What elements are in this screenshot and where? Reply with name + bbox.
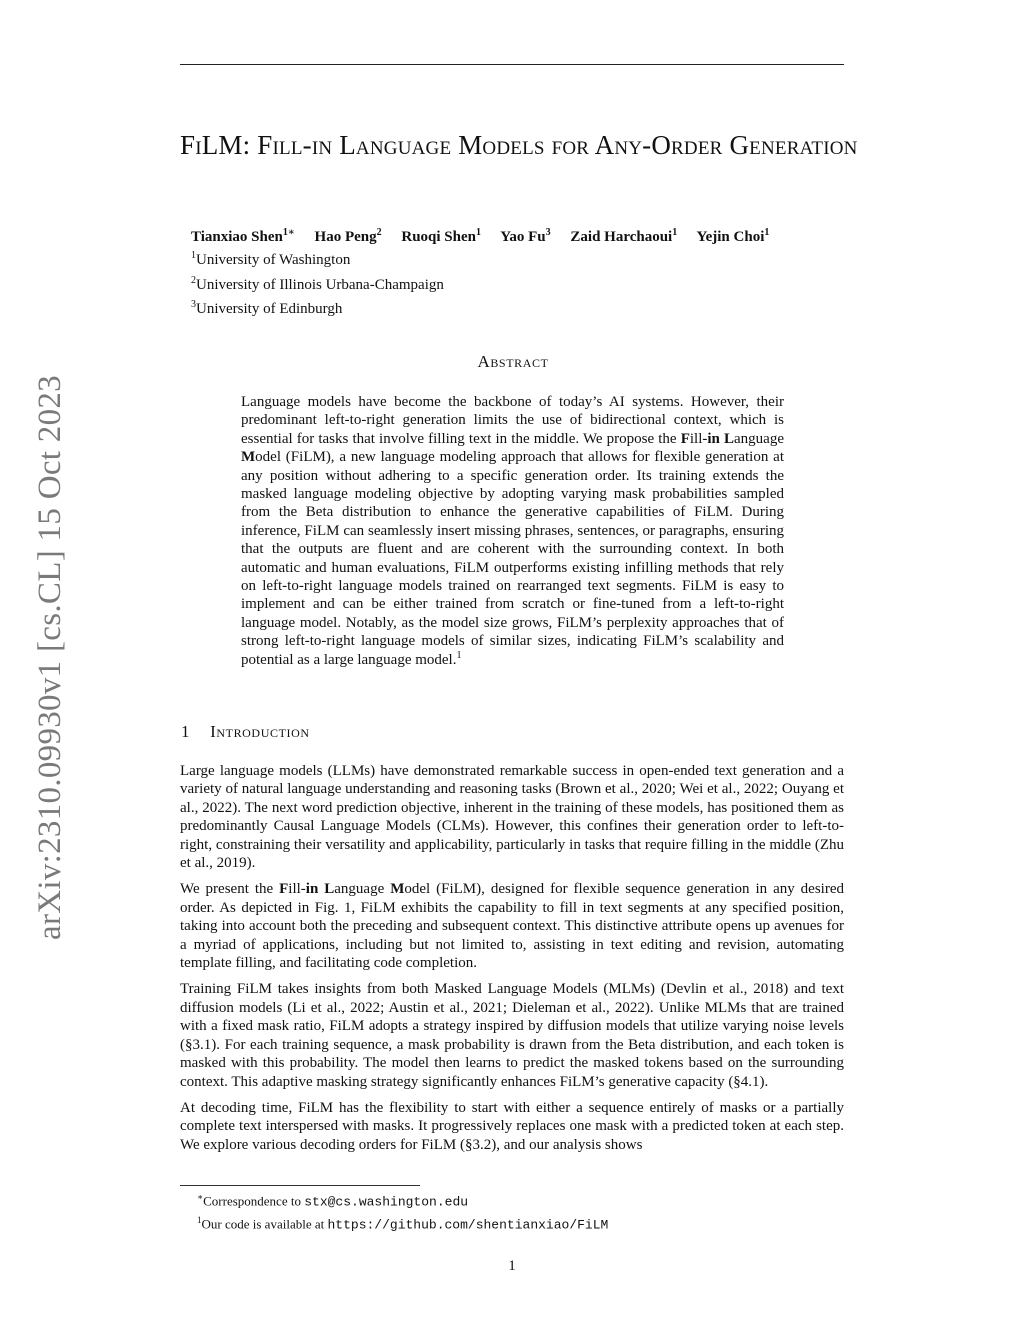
author bbox=[570, 229, 677, 245]
paragraph: At decoding time, FiLM has the flexibility to start with either a sequence entirely of masks or a partially complete text interspersed with masks. It progressively replaces one mask with a predicted token at each step. We explore various decoding orders for FiLM (§3.2), and our analysis shows bbox=[180, 1099, 844, 1153]
author bbox=[696, 229, 769, 245]
author-name: Yao Fu bbox=[500, 229, 546, 245]
author bbox=[315, 229, 382, 245]
affiliation: $^3$University of Edinburgh bbox=[191, 299, 343, 317]
arxiv-identifier-stamp: arXiv:2310.09930v1 [cs.CL] 15 Oct 2023 bbox=[32, 375, 68, 940]
author-affil-mark: 3 bbox=[545, 227, 551, 238]
affiliation-list bbox=[191, 246, 444, 320]
author-affil-mark: 1 bbox=[672, 227, 678, 238]
author-affil-mark: 2 bbox=[376, 227, 382, 238]
section-title: Introduction bbox=[210, 722, 310, 741]
abstract-text: Language models have become the backbone of today’s AI systems. However, their predominant left-to-right generation limits the use of bidirectional context, which is essential for tasks that involve filling text in the middle. We propose the Fill-in Language Model (FiLM), a new language modeling approach that allows for flexible generation at any position without adhering to a specific generation order. Its training extends the masked language modeling objective by adopting varying mask probabilities sampled from the Beta distribution to enhance the generative capabilities of FiLM. During inference, FiLM can seamlessly insert missing phrases, sentences, or paragraphs, ensuring that the outputs are fluent and are coherent with the surrounding context. In both automatic and human evaluations, FiLM outperforms existing infilling methods that rely on left-to-right language models trained on rearranged text segments. FiLM is easy to implement and can be either trained from scratch or fine-tuned from a left-to-right language model. Notably, as the model size grows, FiLM’s perplexity approaches that of strong left-to-right language models of similar sizes, indicating FiLM’s scalability and potential as a large language model.$^1$ bbox=[241, 394, 784, 668]
affiliation: $^2$University of Illinois Urbana-Champaign bbox=[191, 274, 444, 293]
top-rule bbox=[180, 64, 844, 65]
author-name: Yejin Choi bbox=[696, 229, 765, 245]
paragraph: We present the Fill-in Language Model (FiLM), designed for flexible sequence generation in any desired order. As depicted in Fig. 1, FiLM exhibits the capability to fill in text segments at any specified position, taking into account both the preceding and subsequent context. This distinctive attribute opens up avenues for a myriad of applications, including but not limited to, assisting in text editing and revision, automating template filling, and facilitating code completion. bbox=[180, 881, 844, 972]
footnote: $^1$Our code is available at https://github.com/shentianxiao/FiLM bbox=[197, 1215, 609, 1233]
author bbox=[191, 229, 295, 245]
affiliation: $^1$University of Washington bbox=[191, 250, 351, 268]
author-affil-mark: 1 bbox=[764, 227, 770, 238]
paper-title: FiLM: Fill-in Language Models for Any-Order Generation bbox=[180, 130, 858, 160]
section-heading bbox=[181, 722, 310, 742]
footnote-reference[interactable]: 1 bbox=[456, 649, 462, 661]
author-name: Hao Peng bbox=[314, 229, 377, 245]
author-name: Ruoqi Shen bbox=[401, 229, 476, 245]
author bbox=[500, 229, 550, 245]
paragraph: Large language models (LLMs) have demonstrated remarkable success in open-ended text generation and a variety of natural language understanding and reasoning tasks (Brown et al., 2020; Wei et al., 2022; Ouyang et al., 2022). The next word prediction objective, inherent in the training of these models, has positioned them as predominantly Causal Language Models (CLMs). However, this confines their generation order to left-to-right, constraining their versatility and applicability, particularly in tasks that require filling in the middle (Zhu et al., 2019). bbox=[180, 763, 844, 872]
section-number: 1 bbox=[181, 722, 191, 741]
author-affil-mark: 1∗ bbox=[282, 227, 295, 238]
footnotes bbox=[197, 1188, 608, 1235]
author bbox=[401, 229, 481, 245]
author-name: Tianxiao Shen bbox=[191, 229, 283, 245]
paragraph: Training FiLM takes insights from both Masked Language Models (MLMs) (Devlin et al., 2018) and text diffusion models (Li et al., 2022; Austin et al., 2021; Dieleman et al., 2022). Unlike MLMs that are trained with a fixed mask ratio, FiLM adopts a strategy inspired by diffusion models that utilize varying noise levels (§3.1). For each training sequence, a mask probability is drawn from the Beta distribution, and each token is masked with this probability. The model then learns to predict the masked tokens based on the surrounding context. This adaptive masking strategy significantly enhances FiLM’s generative capacity (§4.1). bbox=[180, 981, 844, 1090]
author-name: Zaid Harchaoui bbox=[570, 229, 673, 245]
footnote: ∗Correspondence to stx@cs.washington.edu bbox=[197, 1192, 469, 1210]
author-list bbox=[191, 227, 851, 246]
author-affil-mark: 1 bbox=[476, 227, 481, 238]
introduction-body bbox=[180, 762, 844, 1162]
code-url-link[interactable]: https://github.com/shentianxiao/FiLM bbox=[327, 1217, 609, 1233]
email-link[interactable]: stx@cs.washington.edu bbox=[304, 1194, 469, 1210]
footnote-rule bbox=[180, 1185, 420, 1186]
page-number: 1 bbox=[508, 1258, 516, 1274]
abstract-heading: Abstract bbox=[477, 352, 549, 371]
